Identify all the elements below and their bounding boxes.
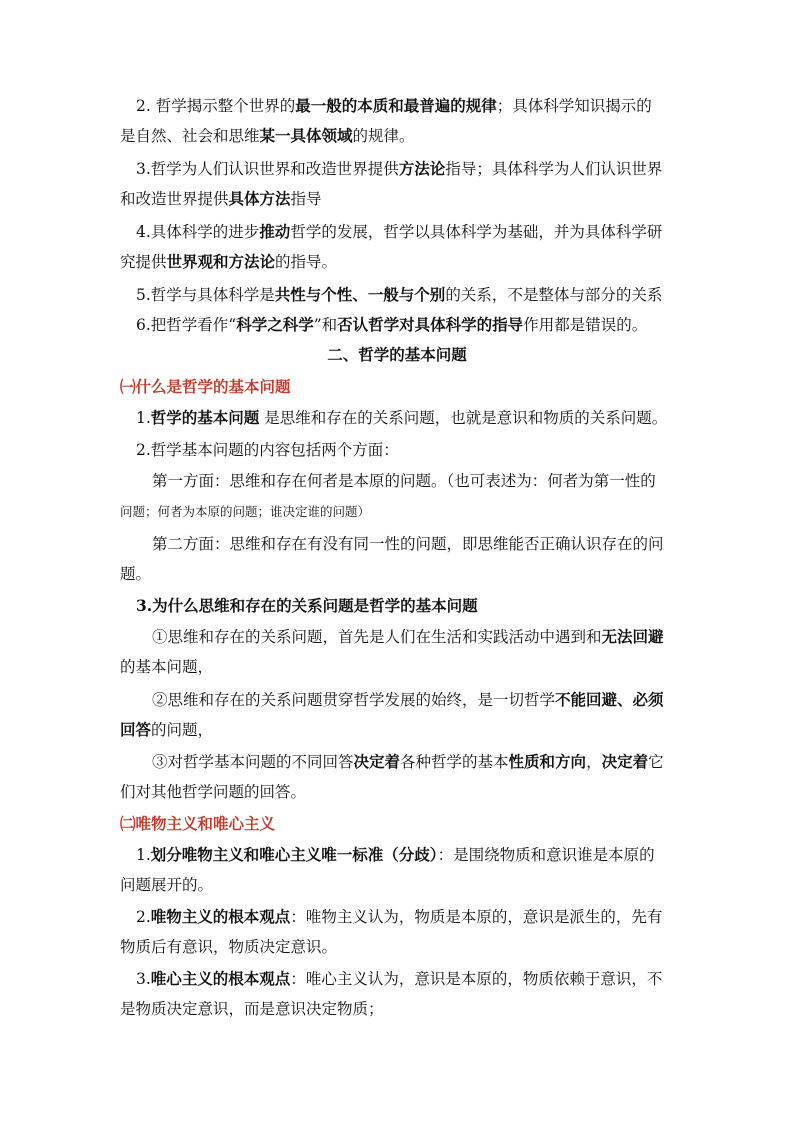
q2a-line2: 问题；何者为本原的问题；谁决定谁的问题） [120, 504, 371, 519]
q2b-line2: 题。 [120, 565, 152, 583]
q2a-line1: 第一方面：思维和存在何者是本原的问题。（也可表述为：何者为第一性的 [152, 472, 656, 490]
r3-line1: 3.唯心主义的根本观点：唯心主义认为，意识是本原的，物质依赖于意识，不 [136, 969, 663, 988]
q3a-line1: ①思维和存在的关系问题，首先是人们在生活和实践活动中遇到和无法回避 [152, 627, 664, 646]
q3c-line1: ③对哲学基本问题的不同回答决定着各种哲学的基本性质和方向，决定着它 [152, 752, 664, 771]
r1-line2: 问题展开的。 [120, 876, 214, 894]
para-4-line1: 4.具体科学的进步推动哲学的发展，哲学以具体科学为基础，并为具体科学研 [136, 222, 663, 241]
r1-line1: 1.划分唯物主义和唯心主义唯一标准（分歧）：是围绕物质和意识谁是本原的 [136, 845, 655, 864]
para-2-line2: 是自然、社会和思维某一具体领域的规律。 [120, 126, 415, 145]
r3-line2: 是物质决定意识，而是意识决定物质； [120, 1000, 384, 1018]
q3: 3.为什么思维和存在的关系问题是哲学的基本问题 [136, 596, 478, 615]
subheading-basic-question: ㈠什么是哲学的基本问题 [120, 377, 291, 396]
r2-line2: 物质后有意识，物质决定意识。 [120, 938, 338, 956]
para-2-line1: 2. 哲学揭示整个世界的最一般的本质和最普遍的规律；具体科学知识揭示的 [136, 96, 652, 115]
subheading-materialism: ㈡唯物主义和唯心主义 [120, 814, 276, 833]
para-5: 5.哲学与具体科学是共性与个性、一般与个别的关系，不是整体与部分的关系 [136, 285, 663, 304]
q1: 1.哲学的基本问题 是思维和存在的关系问题，也就是意识和物质的关系问题。 [136, 408, 668, 427]
para-3-line1: 3.哲学为人们认识世界和改造世界提供方法论指导；具体科学为人们认识世界 [136, 159, 663, 178]
q2b-line1: 第二方面：思维和存在有没有同一性的问题，即思维能否正确认识存在的问 [152, 535, 664, 553]
q3b-line2: 回答的问题， [120, 720, 214, 739]
para-4-line2: 究提供世界观和方法论的指导。 [120, 252, 338, 271]
para-6: 6.把哲学看作“科学之科学”和否认哲学对具体科学的指导作用都是错误的。 [136, 315, 648, 334]
r2-line1: 2.唯物主义的根本观点：唯物主义认为，物质是本原的，意识是派生的，先有 [136, 907, 663, 926]
q3c-line2: 们对其他哲学问题的回答。 [120, 783, 307, 801]
q3a-line2: 的基本问题， [120, 658, 214, 676]
q3b-line1: ②思维和存在的关系问题贯穿哲学发展的始终，是一切哲学不能回避、必须 [152, 690, 664, 709]
section-heading: 二、哲学的基本问题 [327, 345, 467, 364]
para-3-line2: 和改造世界提供具体方法指导 [120, 189, 322, 208]
q2: 2.哲学基本问题的内容包括两个方面： [136, 441, 399, 459]
